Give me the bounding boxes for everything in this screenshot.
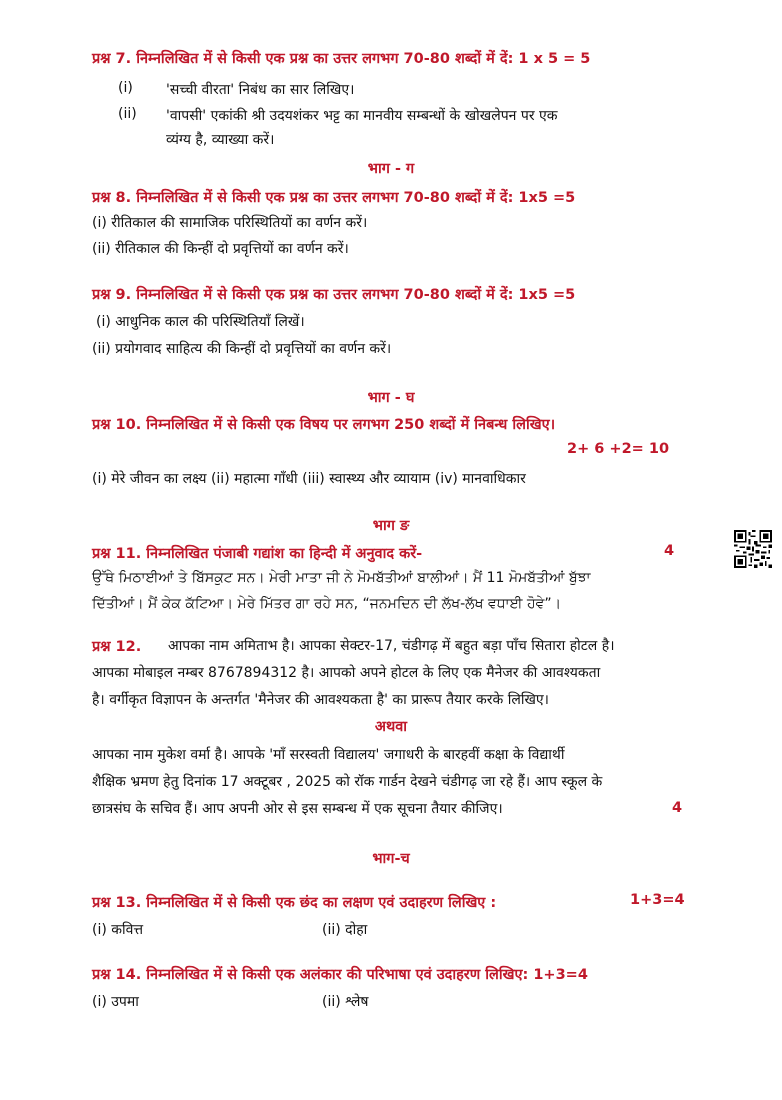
q13-marks: 1+3=4 <box>630 892 685 908</box>
q9-option-ii: (ii) प्रयोगवाद साहित्य की किन्हीं दो प्रवृत्तियों का वर्णन करें। <box>92 341 392 357</box>
q12-label: प्रश्न 12. <box>92 639 142 655</box>
q12-marks: 4 <box>672 800 683 816</box>
q12-line-1: आपका नाम अमिताभ है। आपका सेक्टर-17, चंडीगढ़ में बहुत बड़ा पाँच सितारा होटल है। <box>168 638 615 654</box>
q13-option-ii: (ii) दोहा <box>322 922 368 938</box>
q11-title: प्रश्न 11. निम्नलिखित पंजाबी गद्यांश का हिन्दी में अनुवाद करें- <box>92 546 423 562</box>
q7-ii-text-2: व्यंग्य है, व्याख्या करें। <box>166 132 275 148</box>
q7-i-text: 'सच्ची वीरता' निबंध का सार लिखिए। <box>166 82 355 98</box>
q7-title: प्रश्न 7. निम्नलिखित में से किसी एक प्रश्न का उत्तर लगभग 70-80 शब्दों में दें: 1 x 5 = 5 <box>92 51 591 67</box>
q14-option-ii: (ii) श्लेष <box>322 994 369 1010</box>
q9-option-i: (i) आधुनिक काल की परिस्थितियाँ लिखें। <box>96 314 305 330</box>
q7-ii-text-1: 'वापसी' एकांकी श्री उदयशंकर भट्ट का मानवीय सम्बन्धों के खोखलेपन पर एक <box>166 108 558 124</box>
q7-ii-number: (ii) <box>118 106 137 122</box>
q13-option-i: (i) कवित्त <box>92 922 144 938</box>
q14-title: प्रश्न 14. निम्नलिखित में से किसी एक अलंकार की परिभाषा एवं उदाहरण लिखिए: 1+3=4 <box>92 967 588 983</box>
q10-title: प्रश्न 10. निम्नलिखित में से किसी एक विषय पर लगभग 250 शब्दों में निबन्ध लिखिए। <box>92 417 556 433</box>
q11-punjabi-line-1: ਉੱਥੇ ਮਿਠਾਈਆਂ ਤੇ ਬਿੱਸਕੁਟ ਸਨ। ਮੇਰੀ ਮਾਤਾ ਜੀ ਨੇ ਮੋਮਬੱਤੀਆਂ ਬਾਲੀਆਂ। ਮੈਂ 11 ਮੋਮਬੱਤੀਆਂ ਬੁੱਝਾ <box>92 570 591 586</box>
q7-i-number: (i) <box>118 80 133 96</box>
qr-code-icon <box>734 530 772 568</box>
q12-alt-line-2: शैक्षिक भ्रमण हेतु दिनांक 17 अक्टूबर , 2025 को रॉक गार्डन देखने चंडीगढ़ जा रहे हैं। आप स्कूल के <box>92 774 603 790</box>
q8-option-ii: (ii) रीतिकाल की किन्हीं दो प्रवृत्तियों का वर्णन करें। <box>92 241 349 257</box>
q13-title: प्रश्न 13. निम्नलिखित में से किसी एक छंद का लक्षण एवं उदाहरण लिखिए : <box>92 895 497 911</box>
q11-punjabi-line-2: ਦਿੱਤੀਆਂ। ਮੈਂ ਕੇਕ ਕੱਟਿਆ। ਮੇਰੇ ਮਿੱਤਰ ਗਾ ਰਹੇ ਸਨ, “ਜਨਮਦਿਨ ਦੀ ਲੱਖ-ਲੱਖ ਵਧਾਈ ਹੋਵੇ”। <box>92 596 562 612</box>
q10-topics: (i) मेरे जीवन का लक्ष्य (ii) महात्मा गाँधी (iii) स्वास्थ्य और व्यायाम (iv) मानवाधिकार <box>92 471 526 487</box>
section-heading-ch: भाग-च <box>372 851 410 867</box>
q12-line-3: है। वर्गीकृत विज्ञापन के अन्तर्गत 'मैनेजर की आवश्यकता है' का प्रारूप तैयार करके लिखिए। <box>92 692 549 708</box>
q8-option-i: (i) रीतिकाल की सामाजिक परिस्थितियों का वर्णन करें। <box>92 215 368 231</box>
q12-line-2: आपका मोबाइल नम्बर 8767894312 है। आपको अपने होटल के लिए एक मैनेजर की आवश्यकता <box>92 665 601 681</box>
section-heading-gh: भाग - घ <box>367 390 415 406</box>
q12-alt-line-1: आपका नाम मुकेश वर्मा है। आपके 'माँ सरस्वती विद्यालय' जगाधरी के बारहवीं कक्षा के विद्यार्थी <box>92 747 565 763</box>
q14-option-i: (i) उपमा <box>92 994 139 1010</box>
section-heading-g: भाग - ग <box>367 161 415 177</box>
q12-or-heading: अथवा <box>374 719 408 735</box>
q9-title: प्रश्न 9. निम्नलिखित में से किसी एक प्रश्न का उत्तर लगभग 70-80 शब्दों में दें: 1x5 =5 <box>92 287 576 303</box>
q12-alt-line-3: छात्रसंघ के सचिव हैं। आप अपनी ओर से इस सम्बन्ध में एक सूचना तैयार कीजिए। <box>92 801 503 817</box>
q10-marks: 2+ 6 +2= 10 <box>567 441 670 457</box>
q11-marks: 4 <box>664 543 675 559</box>
section-heading-ng: भाग ङ <box>372 518 410 534</box>
q8-title: प्रश्न 8. निम्नलिखित में से किसी एक प्रश्न का उत्तर लगभग 70-80 शब्दों में दें: 1x5 =5 <box>92 190 576 206</box>
